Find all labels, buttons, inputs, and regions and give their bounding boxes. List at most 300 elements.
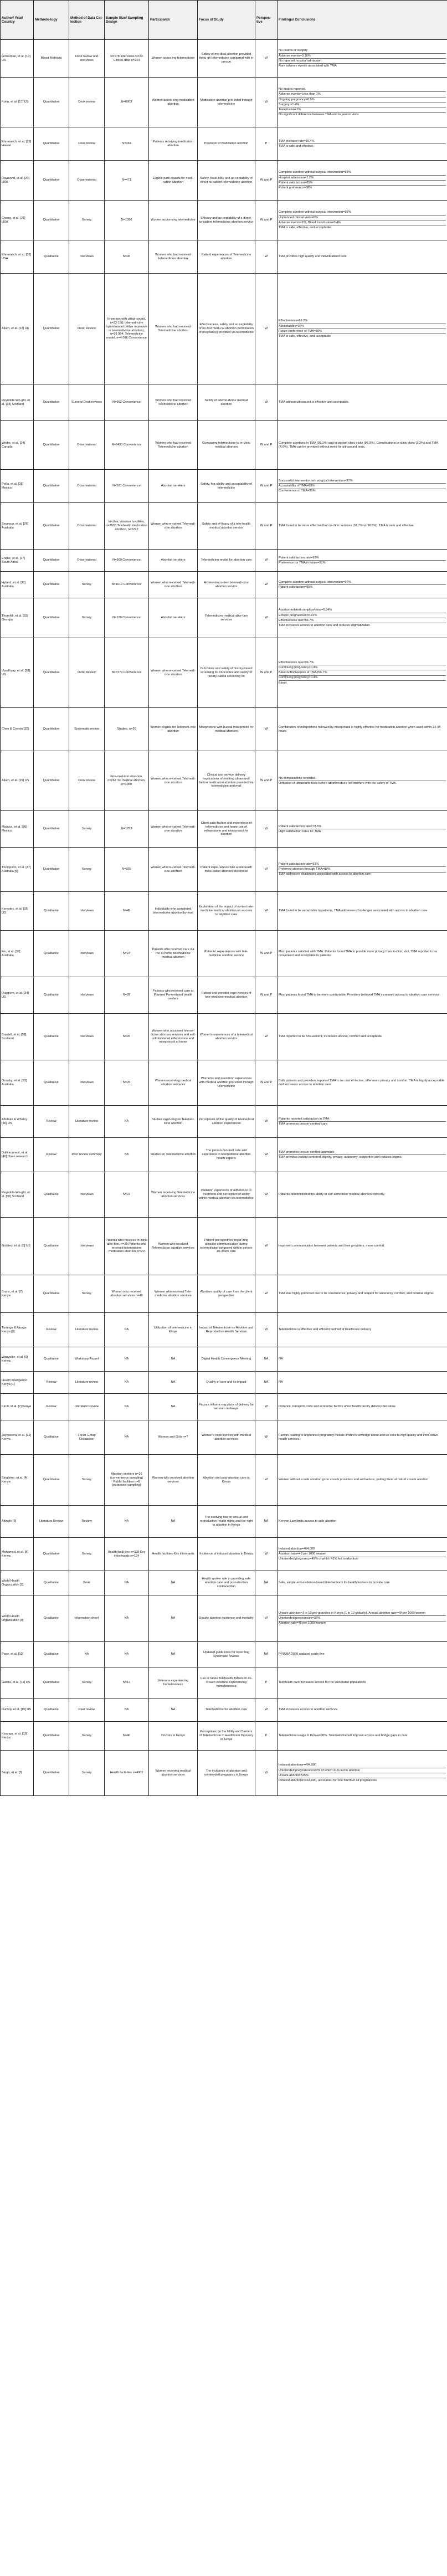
data-collection-cell: Interviews — [69, 240, 105, 274]
finding-item: TMA is safe, effective, and acceptable — [279, 333, 446, 338]
author-cell: Reynolds-Wri-ght, et al. [50] Scotland — [1, 1172, 34, 1218]
methodology-cell: Quantitative — [34, 470, 69, 503]
data-collection-cell: NA — [69, 1642, 105, 1667]
data-collection-cell: Focus Group Discussion — [69, 1420, 105, 1455]
finding-item: Patient satisfaction rate=91% — [279, 862, 319, 866]
data-collection-cell: Observational — [69, 161, 105, 201]
author-cell: Bruns, et al. [7] Kenya — [1, 1275, 34, 1313]
perspective-cell: W — [255, 1106, 278, 1138]
data-collection-cell: Surveys Desk reviews — [69, 384, 105, 421]
participants-cell: Women who had received Telemedicine abortion — [149, 274, 198, 384]
perspective-cell: W — [255, 1275, 278, 1313]
header-findings: Findings/ Conclusions — [278, 1, 447, 40]
author-cell: Mauvus, et al. [30] Mexico — [1, 811, 34, 848]
perspective-cell: NA — [255, 1347, 278, 1372]
data-collection-cell: Interviews — [69, 892, 105, 931]
focus-cell: Safety and ef-ficacy of a tele-health medical abortion service — [198, 503, 255, 550]
participants-cell: Eligible parti-cipants for medi-cation abortion — [149, 161, 198, 201]
focus-cell: Health worker role in providing safe abortion care and post-abortion contraception — [198, 1571, 255, 1595]
sample-size-cell: N=471 — [105, 161, 149, 201]
finding-item: Patients demonstrated the ability to self-administer medical abortion correctly. — [279, 1193, 385, 1197]
finding-item: Most patients found TMA to be more comfortable. Providers believed TMA increased access to abortion care services — [279, 993, 440, 997]
sample-size-cell: In-person with ultras-sound, n=22 158; telemedi-cine hybrid model (either in-person or telemedi-cine abortion), n=29 984; Telemedicine model, n=4 086 Convenience — [105, 274, 149, 384]
data-collection-cell: Desk review and interviews — [69, 40, 105, 78]
participants-cell: NA — [149, 1394, 198, 1420]
findings-cell — [278, 1595, 447, 1642]
author-cell: Singh, et al. [5] — [1, 1751, 34, 1796]
data-collection-cell: Literature review — [69, 1106, 105, 1138]
methodology-cell: Qualitative — [34, 1347, 69, 1372]
finding-item: Both patients and providers reported TMA to be cost ef-fective, offer more privacy and comfort. TMA is highly accep-table and increases access to abortion care. — [279, 1079, 445, 1086]
focus-cell: Quality of care and its impact — [198, 1372, 255, 1394]
participants-cell: Veterans experiencing homelessness — [149, 1667, 198, 1698]
participants-cell: Women who re-ceived Telemedi-cine abortion — [149, 638, 198, 708]
methodology-cell: Quantitative — [34, 421, 69, 470]
perspective-cell: W and P — [255, 503, 278, 550]
methodology-cell: Qualitative — [34, 1642, 69, 1667]
table-row — [1, 1372, 447, 1394]
focus-cell: The evolving law on sexual and reproductive health rights and the right to abortion in Kenya — [198, 1506, 255, 1538]
header-focus: Focus of Study — [198, 1, 255, 40]
finding-item: Preferred abortion through TMA=89% — [279, 866, 446, 871]
participants-cell: Women recei-ving medical abortion servi-ces — [149, 1060, 198, 1106]
finding-item: Complete abortion without surgical intervention=96% — [279, 580, 351, 584]
participants-cell: Women who re-ceived Telemedi-cine abortion — [149, 503, 198, 550]
table-header — [1, 1, 447, 40]
finding-item: Acceptability=96% — [279, 324, 446, 329]
perspective-cell: W and P — [255, 638, 278, 708]
finding-item: Continuing pregnancy=0.4% — [279, 675, 446, 680]
finding-item: Improved communication between patients and their providers, more comfort. — [279, 1244, 385, 1248]
header-participants: Participants — [149, 1, 198, 40]
methodology-cell: Quantitative — [34, 78, 69, 127]
finding-item: Factors leading to unplanned pregnancy include limited knowledge about and ac-cess to high quality and inno-vative health services — [279, 1433, 438, 1441]
table-row — [1, 1060, 447, 1106]
focus-cell: Effectiveness, safety and ac-ceptability of no-test medi-cal abortion (termination of pregnancy) provided via telemedicine — [198, 274, 255, 384]
author-cell: Boydell, et al. [52] Scotland — [1, 1014, 34, 1060]
header-author: Author/ Year/ Country — [1, 1, 34, 40]
author-cell: Page, et al. [10] — [1, 1642, 34, 1667]
finding-item: No complications recorded. — [279, 776, 316, 780]
focus-cell: Impact of Telemedicine on Abortion and Reproductive Health Services — [198, 1313, 255, 1347]
methodology-cell: Quantitative — [34, 384, 69, 421]
finding-item: Omission of ultrasound tests before abortion does not interfere with the safety of TMA. — [279, 781, 446, 786]
sample-size-cell: Non-med-ical abor-tion, n=267 Tel medical abortion, n=1000 — [105, 751, 149, 811]
focus-cell: Abortion and post-abortion care in Kenya — [198, 1455, 255, 1506]
data-collection-cell: Desk review — [69, 127, 105, 161]
methodology-cell: Qualitative — [34, 931, 69, 977]
table-row — [1, 751, 447, 811]
perspective-cell: W — [255, 1394, 278, 1420]
finding-item: Distance, transport costs and economic factors affect health facility delivery decisions — [279, 1405, 396, 1409]
participants-cell: NA — [149, 1506, 198, 1538]
participants-cell: NA — [149, 1698, 198, 1722]
perspective-cell: W — [255, 1313, 278, 1347]
perspective-cell: W — [255, 1751, 278, 1796]
author-cell: Ehrenreich, et al. [19] Hawaii — [1, 127, 34, 161]
sample-size-cell: N=8903 — [105, 78, 149, 127]
table-row — [1, 848, 447, 892]
finding-item: TMA provides high quality and individualised care — [279, 255, 347, 259]
methodology-cell: Quantitative — [34, 811, 69, 848]
finding-item: Induced abortion=464,000 — [279, 1547, 315, 1551]
focus-cell: Patients' experience of adherence to treatment and perception of ability within medical abortion via telemedicine — [198, 1172, 255, 1218]
sample-size-cell: NA — [105, 1642, 149, 1667]
findings-cell — [278, 274, 447, 384]
finding-item: Adverse events=0.16% — [279, 53, 446, 58]
author-cell: Garcia, et al. [11] US — [1, 1667, 34, 1698]
participants-cell: Women who had received telemedicine abortion — [149, 240, 198, 274]
findings-cell — [278, 384, 447, 421]
participants-cell: Women receiving medical abortion services — [149, 1751, 198, 1796]
author-cell: Kiruti, et al. [7] Kenya — [1, 1394, 34, 1420]
findings-cell — [278, 811, 447, 848]
methodology-cell: Quantitative — [34, 503, 69, 550]
methodology-cell: Mixed Methods — [34, 40, 69, 78]
table-row — [1, 598, 447, 638]
sample-size-cell: NA — [105, 1372, 149, 1394]
perspective-cell: W and P — [255, 161, 278, 201]
author-cell: Dullinrunnest, et al. [40] Open research — [1, 1138, 34, 1172]
focus-cell: Provision of medication abortion — [198, 127, 255, 161]
finding-item: Unplanned clinical visits=6% — [279, 215, 446, 220]
perspective-cell: W — [255, 384, 278, 421]
sample-size-cell: NA — [105, 1571, 149, 1595]
finding-item: Unsafe abortion=1 in 10 pre-gnancies in Kenya (1 in 10 globally). Annual abortion rate=48 per 1000 women — [279, 1611, 426, 1615]
perspective-cell: NA — [255, 1642, 278, 1667]
finding-item: Women without a safe abortion go to unsafe providers and self-induce, putting them at risk of unsafe abortion — [279, 1478, 429, 1482]
participants-cell: Individuals who completed telemedicine abortion by mail — [149, 892, 198, 931]
finding-item: TMA found to be acceptable to patients. TMA addresses chal-lenges associated with access to abortion care — [279, 909, 428, 913]
sample-size-cell: N=663 Convenience — [105, 384, 149, 421]
focus-cell: Patients' expe-riences with tele-medicine abortion service — [198, 931, 255, 977]
author-cell: Health Intelligence Kenya [1] — [1, 1372, 34, 1394]
data-collection-cell: Book — [69, 1571, 105, 1595]
perspective-cell: W — [255, 848, 278, 892]
table-row — [1, 1172, 447, 1218]
sample-size-cell: N=23 — [105, 1172, 149, 1218]
table-row — [1, 708, 447, 751]
data-collection-cell: Survey — [69, 572, 105, 598]
finding-item: No reported hospital admission — [279, 58, 446, 63]
participants-cell: NA — [149, 1347, 198, 1372]
finding-item: TMA is safe, effective, and acceptable. — [279, 225, 446, 230]
table-row — [1, 1313, 447, 1347]
table-row — [1, 78, 447, 127]
finding-item: Unintended pregnancies=35% — [279, 1615, 446, 1620]
table-row — [1, 1455, 447, 1506]
findings-cell — [278, 1394, 447, 1420]
finding-item: Abortion ratio=48 per 1000 women — [279, 1551, 446, 1556]
perspective-cell: W and P — [255, 751, 278, 811]
data-collection-cell: Peer review — [69, 1698, 105, 1722]
finding-item: TMA was highly preferred due to its convenience, privacy and respect for autonomy, comfort, and minimal stigma. — [279, 1292, 434, 1296]
author-cell: Dunlop, et al. [15] US — [1, 1698, 34, 1722]
methodology-cell: Quantitative — [34, 1751, 69, 1796]
table-row — [1, 1571, 447, 1595]
data-collection-cell: Interviews — [69, 1060, 105, 1106]
focus-cell: Telemedicine for abortion care — [198, 1698, 255, 1722]
focus-cell: Patient per-spectives regar-ding clinician communication during telemedicine compared with in person ab-ortion care — [198, 1218, 255, 1275]
participants-cell: Doctors in Kenya — [149, 1722, 198, 1751]
data-collection-cell: Survey — [69, 1751, 105, 1796]
finding-item: TMA found to be more effective than in-clinic services (97.7% vs 96.8%). TMA is safe and effective. — [279, 524, 414, 528]
table-row — [1, 1347, 447, 1372]
participants-cell: Utilization of telemedicine in Kenya — [149, 1313, 198, 1347]
finding-item: Complete abortions in TMA (95.1%) and in-person clinic visits (95.9%). Complications in-clinic visits (2.2%) and TMA (4.0%). TMA can be provided without need for ultrasound tests. — [279, 441, 438, 449]
finding-item: Effectiveness rate=96.7% — [279, 660, 314, 664]
focus-cell: Use of Video Telehealth Tablets to en-croach veterans experiencing homelessness — [198, 1667, 255, 1698]
findings-cell — [278, 1372, 447, 1394]
focus-cell: Incidence of induced abortion in Kenya — [198, 1538, 255, 1571]
header-methodology: Methodo-logy — [34, 1, 69, 40]
sample-size-cell: Abortion seekers n=16 (convenience sampling) Public facilities n=6 (purposive sampling) — [105, 1455, 149, 1506]
methodology-cell: Quantitative — [34, 1667, 69, 1698]
sample-size-cell: N=581 Convenience — [105, 470, 149, 503]
focus-cell: Outcomes and safety of history-based screening for Outcomes and safety of history-based screening for — [198, 638, 255, 708]
finding-item: Unintended pregnancies=49% of which 41% led to abortion — [279, 1768, 446, 1773]
participants-cell: Women eligible for Telemedi-cine abortion — [149, 708, 198, 751]
data-collection-cell: Systematic review — [69, 708, 105, 751]
table-row — [1, 1218, 447, 1275]
sample-size-cell: NA — [105, 1313, 149, 1347]
findings-cell — [278, 201, 447, 240]
author-cell: Kerestes, et al. [35] US — [1, 892, 34, 931]
methodology-cell: Qualitative — [34, 1595, 69, 1642]
finding-item: Complete abortion without surgical intervention=93% — [279, 171, 351, 175]
finding-item: TMA without ultrasound is effective and acceptable. — [279, 401, 350, 404]
finding-item: Acceptability of TMA=98% — [279, 483, 446, 488]
author-cell: Chen & Creinin [32] — [1, 708, 34, 751]
focus-cell: Clinical and service delivery implications of omitting ultrasound before medication abortion provided via telemedicine and mail — [198, 751, 255, 811]
participants-cell: Abortion se-ekers — [149, 598, 198, 638]
sample-size-cell: N=40 — [105, 1722, 149, 1751]
author-cell: World Health Organization [3] — [1, 1595, 34, 1642]
author-cell: Wanyoike, et al. [9] Kenya — [1, 1347, 34, 1372]
methodology-cell: Qualitative — [34, 892, 69, 931]
sample-size-cell: N=900 Convenience — [105, 550, 149, 572]
findings-cell — [278, 598, 447, 638]
findings-cell — [278, 127, 447, 161]
finding-item: Blood Effectiveness of TMA=96.7% — [279, 670, 446, 675]
methodology-cell: Quantitative — [34, 201, 69, 240]
focus-cell: Abortion quality of care from the client perspective — [198, 1275, 255, 1313]
participants-cell: Women who received Tele-medicine abortion services — [149, 1275, 198, 1313]
author-cell: Singleton, et al. [4] Kenya — [1, 1455, 34, 1506]
finding-item: TMA provides patient centered, dignity, privacy, autonomy, supportive and reduces stigma — [279, 1154, 446, 1159]
finding-item: No deaths or surgery — [279, 49, 308, 53]
data-collection-cell: Observational — [69, 503, 105, 550]
methodology-cell: Quantitative — [34, 572, 69, 598]
table-row — [1, 1667, 447, 1698]
sample-size-cell: N=1390 — [105, 201, 149, 240]
focus-cell: Safety, fea-sibility and acceptability of telemedicine — [198, 470, 255, 503]
finding-item: Unsafe abortion=25% — [279, 1773, 446, 1778]
focus-cell: Telemedicine medical abor-tion services — [198, 598, 255, 638]
finding-item: Most patients satisfied with TMA. Patients found TMA to provide more privacy than in-clinic visit. TMA reported to be convenient and acceptable to patients. — [279, 950, 438, 957]
sample-size-cell: In-clinic abortion fa-cilities, n=7593 Telehealth medication abortion, n=2222 — [105, 503, 149, 550]
perspective-cell: W — [255, 1218, 278, 1275]
table-row — [1, 1595, 447, 1642]
table-row — [1, 40, 447, 78]
author-cell: Godfrey, et al. [6] US — [1, 1218, 34, 1275]
author-cell: Ruggiero, et al. [34] US — [1, 977, 34, 1014]
table-row — [1, 470, 447, 503]
table-row — [1, 384, 447, 421]
methodology-cell: Qualitative — [34, 1571, 69, 1595]
focus-cell: The person-cen-tred care and experience in telemedicine abortion health experts — [198, 1138, 255, 1172]
author-cell: Aitingle [9] — [1, 1506, 34, 1538]
finding-item: No significant difference between TMA and in person visits — [279, 112, 446, 117]
findings-cell — [278, 1751, 447, 1796]
focus-cell: Safety, feasi-bility and ac-ceptability of direct-to-patient telemedicine abortion — [198, 161, 255, 201]
sample-size-cell: N=24 — [105, 931, 149, 977]
perspective-cell: W — [255, 1014, 278, 1060]
sample-size-cell: N=334 — [105, 127, 149, 161]
sample-size-cell: NA — [105, 1506, 149, 1538]
perspective-cell: W — [255, 1420, 278, 1455]
sample-size-cell: N=45 — [105, 892, 149, 931]
perspective-cell: W — [255, 1595, 278, 1642]
methodology-cell: Review — [34, 1313, 69, 1347]
finding-item: Patients reported satisfaction in TMA — [279, 1117, 330, 1121]
sample-size-cell: N=129 Convenience — [105, 598, 149, 638]
table-row — [1, 161, 447, 201]
findings-cell — [278, 638, 447, 708]
finding-item: Successful intervention w/o surgical intervention=97% — [279, 479, 353, 483]
sample-size-cell: N=14 — [105, 1667, 149, 1698]
finding-item: Hospital admission=1.2% — [279, 175, 446, 180]
sample-size-cell: Women who received abortion ser-vices n=40 — [105, 1275, 149, 1313]
findings-cell — [278, 1538, 447, 1571]
focus-cell: The incidence of abortion and unintended pregnancy in Kenya — [198, 1751, 255, 1796]
finding-item: Future preference of TMA=80% — [279, 329, 446, 333]
sample-size-cell: NA — [105, 1420, 149, 1455]
perspective-cell: P — [255, 1722, 278, 1751]
table-row — [1, 1138, 447, 1172]
author-cell: World Health Organization [2] — [1, 1571, 34, 1595]
sample-size-cell: N=3779 Convenience — [105, 638, 149, 708]
findings-cell — [278, 1698, 447, 1722]
table-row — [1, 1106, 447, 1138]
table-row — [1, 1394, 447, 1420]
table-row — [1, 931, 447, 977]
perspective-cell: W — [255, 274, 278, 384]
focus-cell: Patient and provider expe-riences of tele-medicine medical abortion — [198, 977, 255, 1014]
focus-cell: Digital Health Convergence Meeting — [198, 1347, 255, 1372]
participants-cell: Women and Girls n=? — [149, 1420, 198, 1455]
sample-size-cell: Patients who received in-clinic abor-tion, n=25 Patients who received telemedicine medication abortion, n=20 — [105, 1218, 149, 1275]
findings-cell — [278, 40, 447, 78]
sample-size-cell: NA — [105, 1595, 149, 1642]
findings-cell — [278, 1014, 447, 1060]
focus-cell: Patient experiences of Telemedicine abortion — [198, 240, 255, 274]
participants-cell: Women who accessed teleme-dicine abortion services and self-administered mifepristone and misoprostol at home — [149, 1014, 198, 1060]
finding-item: Unintended pregnancy=49% of which 41% led to abortion — [279, 1557, 446, 1562]
author-cell: Jayaweera, et al. [12] Kenya — [1, 1420, 34, 1455]
methodology-cell: Review — [34, 1138, 69, 1172]
perspective-cell: W — [255, 598, 278, 638]
table-row — [1, 977, 447, 1014]
finding-item: High satisfaction rates for TMA — [279, 829, 446, 834]
perspective-cell: W — [255, 550, 278, 572]
findings-cell — [278, 1506, 447, 1538]
finding-item: Telehealth care increases access for the vulnerable populations — [279, 1681, 366, 1685]
sample-size-cell: Health facili-ties n=328 Key infor-mants n=124 — [105, 1538, 149, 1571]
data-collection-cell: Review — [69, 1506, 105, 1538]
findings-cell — [278, 503, 447, 550]
methodology-cell: Quantitative — [34, 708, 69, 751]
perspective-cell: W — [255, 1538, 278, 1571]
perspective-cell: NA — [255, 1571, 278, 1595]
data-collection-cell: Survey — [69, 811, 105, 848]
perspective-cell: W and P — [255, 1060, 278, 1106]
methodology-cell: Qualitative — [34, 240, 69, 274]
focus-cell: Perceptions of the quality of telemedical abortion experiences — [198, 1106, 255, 1138]
participants-cell: Women who re-ceived Telemedi-cine abortion — [149, 811, 198, 848]
finding-item: PRISMA 2020 updated guide-line — [279, 1653, 325, 1656]
findings-cell — [278, 470, 447, 503]
focus-cell: Telemedicine model for abortion care — [198, 550, 255, 572]
sample-size-cell: N=45 — [105, 240, 149, 274]
findings-cell — [278, 892, 447, 931]
finding-item: Patient satisfaction=95% — [279, 584, 446, 589]
finding-item: Patient satisfaction=85% — [279, 180, 446, 185]
table-row — [1, 1275, 447, 1313]
data-collection-cell: Interviews — [69, 931, 105, 977]
methodology-cell: Qualitative — [34, 1060, 69, 1106]
findings-cell — [278, 572, 447, 598]
participants-cell: Studies on Telemedicine abortion — [149, 1138, 198, 1172]
methodology-cell: Quantitative — [34, 1455, 69, 1506]
findings-cell — [278, 848, 447, 892]
author-cell: Fix, et al. [39] Australia — [1, 931, 34, 977]
methodology-cell: Quantitative — [34, 274, 69, 384]
perspective-cell: W — [255, 811, 278, 848]
finding-item: Adverse events=1%, Blood transfusion=0.4% — [279, 220, 446, 225]
perspective-cell: W — [255, 1698, 278, 1722]
data-collection-cell: Survey — [69, 1538, 105, 1571]
table-row — [1, 1722, 447, 1751]
data-collection-cell: Survey — [69, 1275, 105, 1313]
table-row — [1, 201, 447, 240]
data-collection-cell: Literature Review — [69, 1394, 105, 1420]
author-cell: Hyland, et al. [11] Australia — [1, 572, 34, 598]
methodology-cell: Quantitative — [34, 598, 69, 638]
methodology-cell: Qualitative — [34, 1172, 69, 1218]
finding-item: Adverse events=Less than 1% — [279, 91, 446, 96]
participants-cell: Women who re-ceived Telemedi-cine abortion — [149, 848, 198, 892]
finding-item: Effectiveness=99.2% — [279, 319, 308, 323]
participants-cell: Abortion se-ekers — [149, 550, 198, 572]
perspective-cell: W — [255, 1138, 278, 1172]
methodology-cell: Qualitative — [34, 1420, 69, 1455]
data-collection-cell: Observational — [69, 421, 105, 470]
findings-cell — [278, 1571, 447, 1595]
methodology-cell: Quantitative — [34, 161, 69, 201]
table-row — [1, 127, 447, 161]
sample-size-cell: N=1010 Convenience — [105, 572, 149, 598]
author-cell: Ehrenreich, et al. [31] USA — [1, 240, 34, 274]
perspective-cell: W and P — [255, 977, 278, 1014]
methodology-cell: Quantitative — [34, 1275, 69, 1313]
findings-cell — [278, 78, 447, 127]
author-cell: Turunga & Ajunga Kenya [8] — [1, 1313, 34, 1347]
data-collection-cell: Survey — [69, 848, 105, 892]
data-collection-cell: Observational — [69, 550, 105, 572]
finding-item: Patient satisfaction rate=93% — [279, 556, 319, 560]
finding-item: TMA increases access to abortion care and reduces stigmatization. — [279, 623, 446, 628]
